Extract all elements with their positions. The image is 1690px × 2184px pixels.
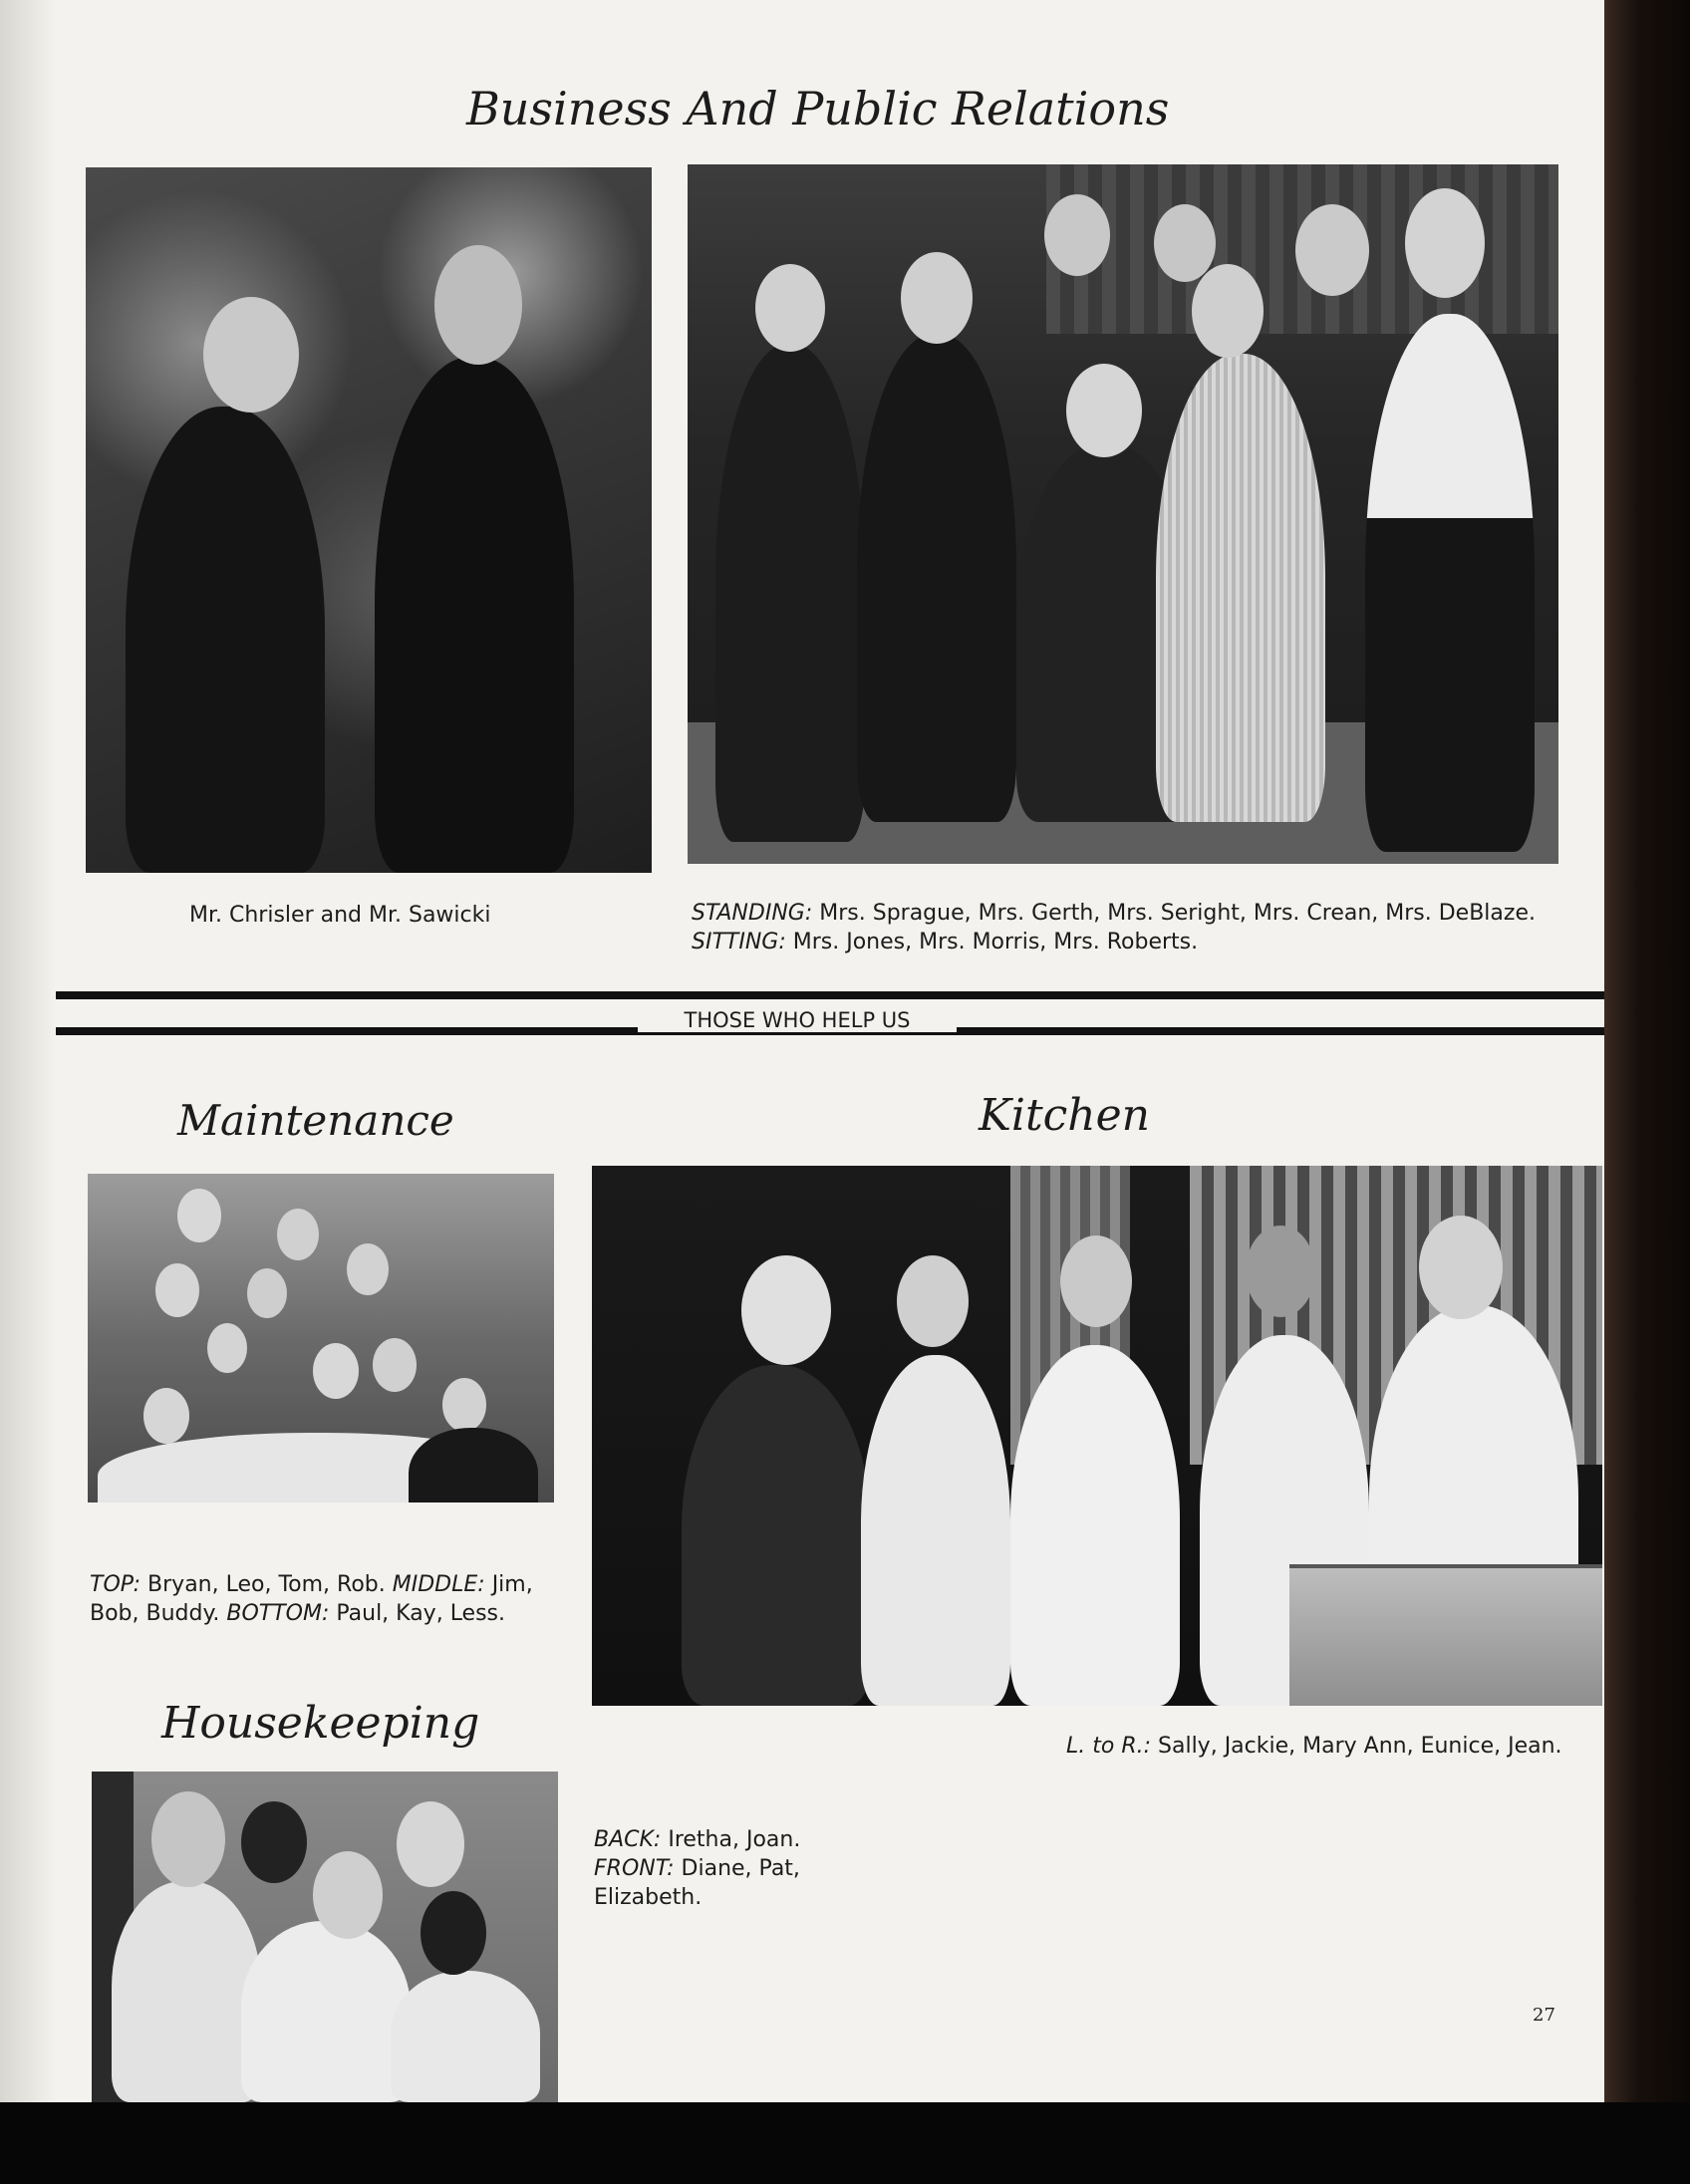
head-woman-striped [1192,264,1264,358]
head-maint-3 [347,1243,389,1295]
head-maint-2 [277,1209,319,1260]
hk-back-label: BACK: [594,1827,662,1852]
caption-housekeeping-staff [594,1825,893,1912]
head-maint-9 [143,1388,189,1444]
scan-bottom-edge [0,2102,1690,2184]
maint-bottom-label: BOTTOM: [226,1601,330,1626]
hk-front-label: FRONT: [594,1856,675,1881]
business-public-relations-heading: Business And Public Relations [466,82,1170,136]
sitting-names: Mrs. Jones, Mrs. Morris, Mrs. Roberts. [792,930,1199,955]
head-kitchen-eunice [1246,1226,1315,1317]
head-hk-back-left [151,1791,225,1887]
kitchen-counter [1289,1564,1602,1706]
figure-woman-tall [1365,314,1535,852]
caption-maintenance-staff [90,1570,558,1628]
hk-front-names: Diane, Pat, Elizabeth. [594,1856,800,1910]
head-maint-4 [155,1263,199,1317]
head-maint-10 [442,1378,486,1432]
gutter-shadow [0,0,56,2102]
those-who-help-us-label: THOSE WHO HELP US [638,1008,957,1032]
head-woman-back-right [1295,204,1369,296]
maintenance-heading: Maintenance [177,1096,454,1145]
caption-chrisler-sawicki: Mr. Chrisler and Mr. Sawicki [189,903,491,928]
figure-hk-front-right [391,1971,540,2102]
maint-top-label: TOP: [90,1572,141,1597]
photo-chrisler-sawicki [86,167,652,873]
photo-business-office-staff [688,164,1558,864]
head-man-left [203,297,299,412]
head-hk-back-2 [241,1801,307,1883]
head-hk-front-right [421,1891,486,1975]
page-number: 27 [1533,2005,1555,2026]
head-maint-8 [373,1338,417,1392]
figure-kitchen-jackie [861,1355,1010,1706]
head-hk-front-center [313,1851,383,1939]
figure-woman-striped [1156,354,1325,822]
head-kitchen-sally [741,1255,831,1365]
divider-rule-top [56,991,1604,999]
head-kitchen-maryann [1060,1235,1132,1327]
head-maint-6 [207,1323,247,1373]
head-woman-1 [755,264,825,352]
kitchen-label: L. to R.: [1066,1734,1152,1759]
figure-kitchen-maryann [1010,1345,1180,1706]
head-man-right [434,245,522,365]
caption-business-office-staff [692,899,1558,956]
kitchen-heading: Kitchen [979,1090,1150,1141]
figure-woman-2 [857,334,1016,822]
figure-maint-sweater [409,1428,538,1502]
hk-back-names: Iretha, Joan. [668,1827,801,1852]
head-maint-7 [313,1343,359,1399]
standing-label: STANDING: [692,901,813,926]
housekeeping-heading: Housekeeping [161,1698,480,1749]
maint-bottom-names: Paul, Kay, Less. [336,1601,506,1626]
maint-middle-names: Jim, Bob, Buddy. [90,1572,533,1626]
kitchen-names: Sally, Jackie, Mary Ann, Eunice, Jean. [1158,1734,1562,1759]
head-kitchen-jean [1419,1216,1503,1319]
head-maint-5 [247,1268,287,1318]
figure-hk-front-center [241,1921,411,2102]
head-woman-4 [1154,204,1216,282]
sitting-label: SITTING: [692,930,786,955]
maint-middle-label: MIDDLE: [392,1572,485,1597]
book-spine [1604,0,1690,2184]
maint-top-names: Bryan, Leo, Tom, Rob. [147,1572,386,1597]
photo-kitchen-staff [592,1166,1602,1706]
head-hk-back-right [397,1801,464,1887]
figure-man-right [375,357,574,873]
head-woman-seated [1066,364,1142,457]
standing-names: Mrs. Sprague, Mrs. Gerth, Mrs. Seright, Mrs. Crean, Mrs. DeBlaze. [819,901,1536,926]
photo-housekeeping-staff [92,1772,558,2102]
figure-kitchen-sally [682,1365,871,1706]
head-woman-tall [1405,188,1485,298]
head-woman-3 [1044,194,1110,276]
head-kitchen-jackie [897,1255,969,1347]
head-maint-1 [177,1189,221,1242]
photo-maintenance-staff [88,1174,554,1502]
figure-hk-back-left [112,1881,261,2102]
head-woman-2 [901,252,973,344]
caption-kitchen-staff [1066,1732,1584,1761]
figure-man-left [126,407,325,873]
figure-woman-1 [715,344,865,842]
